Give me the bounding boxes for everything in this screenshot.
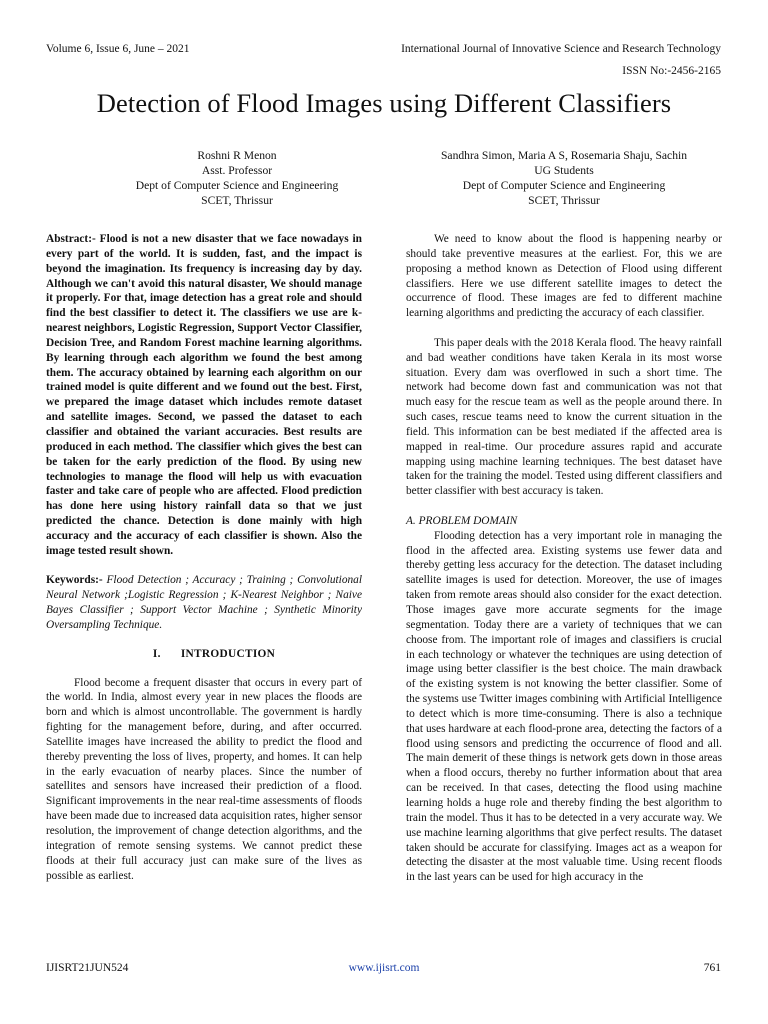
- introduction-heading: [46, 647, 362, 662]
- volume-issue: Volume 6, Issue 6, June – 2021: [46, 43, 190, 55]
- journal-name: International Journal of Innovative Science and Research Technology: [401, 43, 721, 55]
- keywords-text: Flood Detection ; Accuracy ; Training ; Convolutional Neural Network ;Logistic Regression ; K-Nearest Neighbor ; Naive Bayes Classifier ; Support Vector Machine ; Synthetic Minority Oversampling Technique.: [46, 574, 362, 631]
- paper-title: Detection of Flood Images using Different Classifiers: [96, 88, 672, 118]
- page-number: 761: [703, 962, 721, 974]
- keywords-label: Keywords:-: [46, 574, 103, 587]
- introduction-paragraph: Flood become a frequent disaster that occurs in every part of the world. In India, almost every year in new places the floods are born and which is almost uncontrollable. The government is hardly fighting for the management before, during, and after occurred. Satellite images have increased the ability to predict the flood and thereby preventing the loss of lives, property, and homes. It can help in the early evacuation of nearby places. Since the number of satellites and sensors have increased their prediction of a flood. Significant improvements in the near real-time assessments of floods have been made due to increased data acquisition rates, higher sensor resolution, the improvement of change detection algorithms, and the integration of remote sensing systems. We cannot predict these floods at their full accuracy just can make sure of the lives as possible as earliest.: [46, 676, 362, 882]
- author-dept: Dept of Computer Science and Engineering: [135, 179, 339, 192]
- problem-domain-heading: A. PROBLEM DOMAIN: [406, 514, 518, 527]
- abstract-label: Abstract:-: [46, 233, 96, 245]
- section-number: I.: [152, 647, 161, 660]
- journal-url[interactable]: www.ijisrt.com: [348, 962, 420, 974]
- author-institution: SCET, Thrissur: [201, 194, 273, 207]
- abstract: [46, 232, 362, 559]
- keywords: [46, 573, 362, 632]
- body-paragraph: This paper deals with the 2018 Kerala flood. The heavy rainfall and bad weather conditions have taken Kerala in its most worse situation. Every dam was overflowed in such a short time. The network had become down fast and communication was not that much easy for the rescue team as well as the people around there. In such cases, rescue teams need to know the current situation in the field. This information can be best mediated if the affected area is mapped in real-time. Our procedure assures rapid and accurate mapping using machine learning techniques. The best dataset have taken for the training the model. Tested using different classifiers and better classifier with best accuracy is taken.: [406, 336, 723, 498]
- right-column: [406, 232, 722, 885]
- author-role: Asst. Professor: [201, 164, 273, 177]
- author-dept: Dept of Computer Science and Engineering: [462, 179, 666, 192]
- author-block-right: [414, 148, 714, 208]
- author-institution: SCET, Thrissur: [528, 194, 600, 207]
- author-role: UG Students: [534, 164, 594, 177]
- author-name: Sandhra Simon, Maria A S, Rosemaria Shaju, Sachin: [440, 149, 688, 162]
- author-name: Roshni R Menon: [197, 149, 277, 162]
- body-paragraph: Flooding detection has a very important role in managing the flood in the affected area. Existing systems use fewer data and thereby getting less accuracy for the detection. The dataset including satellite images is used for detection. Moreover, the use of images taken from remote areas should also consider for the exact detection. Those images gave more accurate segments for the image segmentation. Today there are a variety of techniques that we can choose from. The important role of images and classifiers is crucial in each technology or whatever the techniques are using detection of image using better classifier is the best choice. The main drawback of the existing system is not knowing the better classifier. Some of the systems use Twitter images combining with Artificial Intelligence to detect which is more time-consuming. There is also a technique that uses hardware at each flood-prone area, detecting the factors of a flood using sensors and predicting the occurrence of flood and all. The main demerit of these things is network gets down in those areas when a flood occurs, thereby no further information about that area can be received. In that cases, detecting the flood using machine learning holds a huge role and thereby finding the best algorithm to train the model. Thus it has to be detected in a very accurate way. We use machine learning algorithms that give perfect results. The dataset taken should be accurate for classifying. Images act as a weapon for detecting the disaster at the most valuable time. Using recent floods in the last years can be used for high accuracy in the: [406, 529, 722, 884]
- abstract-text: Flood is not a new disaster that we face nowadays in every part of the world. It is sudden, fast, and the impact is beyond the imagination. Its frequency is increasing day by day. Although we can't avoid this natural disaster, We should manage it properly. For that, image detection has a great role and should find the best classifier to detect it. The classifiers we use are k-nearest neighbors, Logistic Regression, Support Vector Classifier, Decision Tree, and Random Forest machine learning algorithms. By learning through each algorithm we found the best among them. The accuracy obtained by learning each algorithm on our trained model is quite different and we found out the best. First, we prepared the image dataset which includes remote dataset and satellite images. Second, we passed the dataset to each classifier and obtained the variant accuracies. Best results are produced in each method. The classifier which gives the best can be taken for the early prediction of the flood. By using new technologies to manage the flood will help us with evacuation faster and take care of people who are affected. Flood prediction has done here using history rainfall data so that we just predicted the chance. Detection is done mainly with high accuracy and the accuracy of each classifier is shown. Also the image tested result shown.: [46, 233, 362, 557]
- article-id: IJISRT21JUN524: [46, 962, 129, 974]
- body-paragraph: We need to know about the flood is happening nearby or should take preventive measures at the earliest. For, this we are proposing a method known as Detection of Flood using different classifiers. Here we use different satellite images to detect the occurrence of flood. These images are fed to different machine learning algorithms and predicting the accuracy of each classifier.: [406, 233, 722, 320]
- author-block-left: [87, 148, 387, 208]
- issn-number: ISSN No:-2456-2165: [622, 65, 721, 77]
- section-title: INTRODUCTION: [180, 647, 276, 660]
- left-column: [46, 232, 362, 883]
